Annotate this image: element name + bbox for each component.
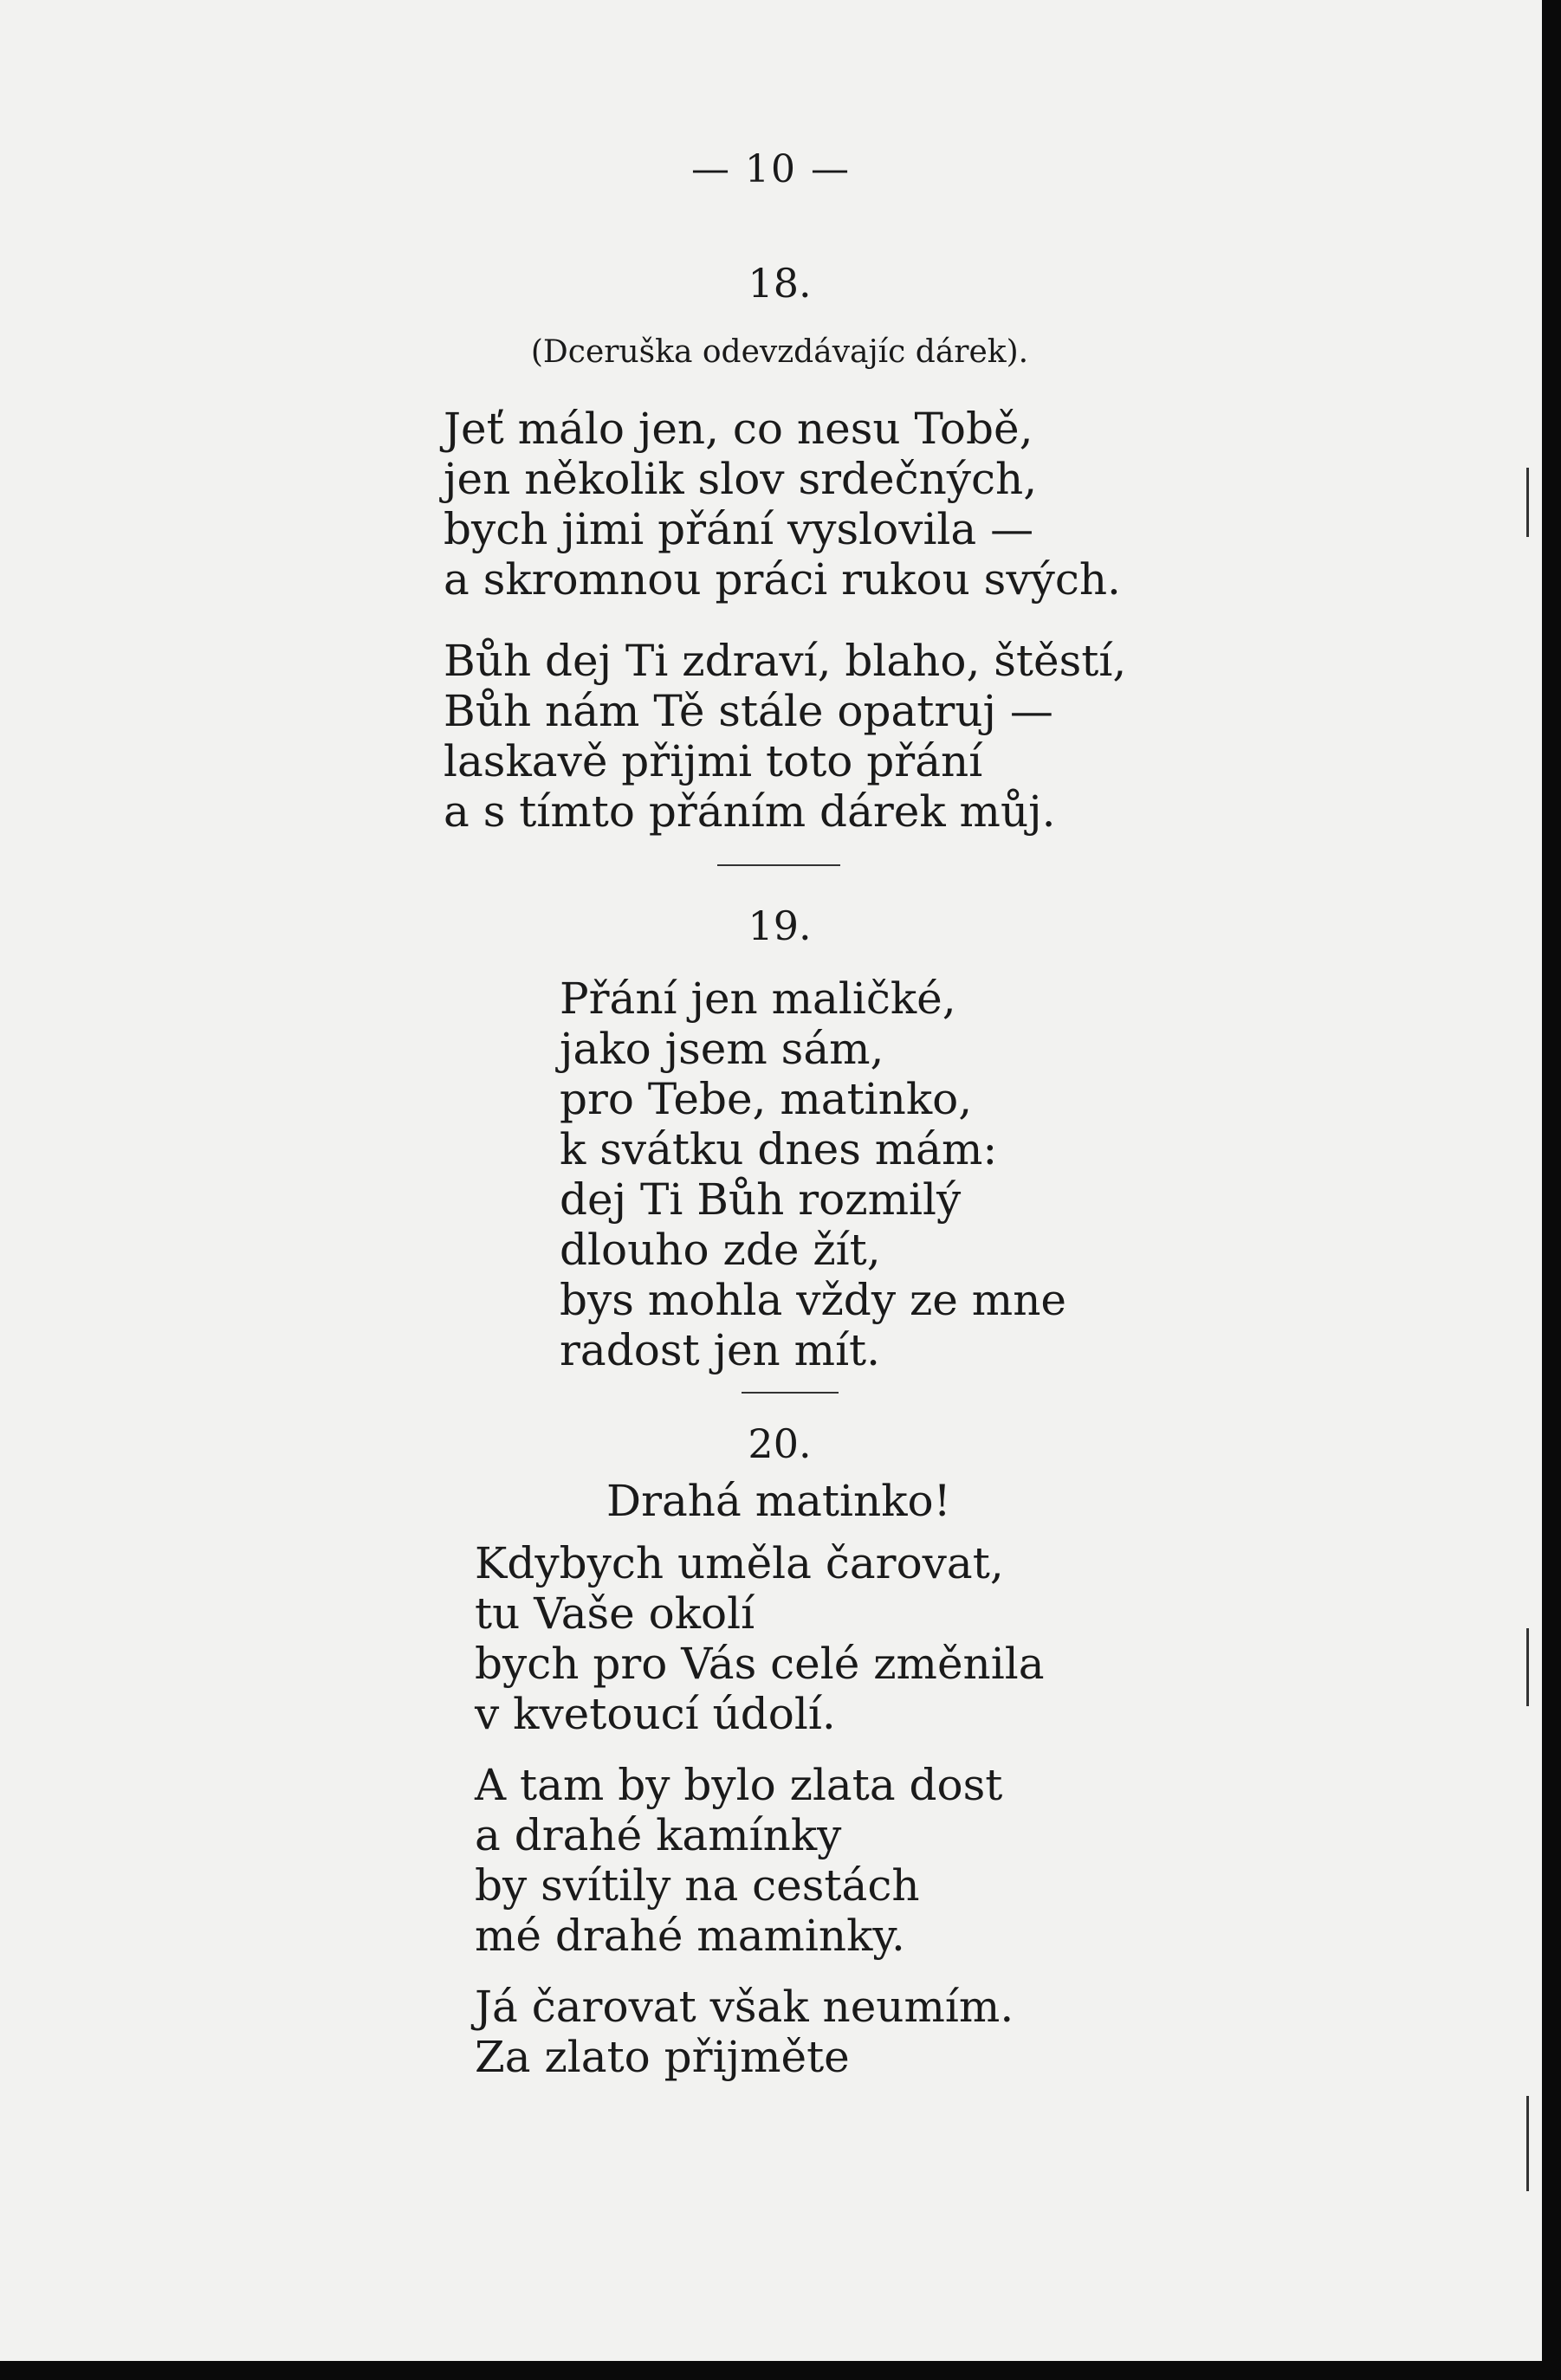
verse-line: Za zlato přijměte — [475, 2032, 850, 2082]
poem-20-number: 20. — [748, 1420, 812, 1467]
verse-line: mé drahé maminky. — [475, 1911, 905, 1961]
verse-line: a skromnou práci rukou svých. — [444, 554, 1121, 605]
verse-line: bys mohla vždy ze mne — [560, 1275, 1066, 1325]
poem-20-stanza-3 — [475, 1982, 1014, 2082]
verse-line: A tam by bylo zlata dost — [475, 1760, 1003, 1810]
verse-line: Bůh nám Tě stále opatruj — — [444, 686, 1053, 736]
poem-18-stanza-2 — [444, 636, 1126, 837]
binding-mark — [1526, 468, 1529, 537]
verse-line: tu Vaše okolí — [475, 1588, 755, 1639]
verse-line: v kvetoucí údolí. — [475, 1689, 836, 1739]
poem-18-number: 18. — [748, 260, 812, 307]
poem-19-stanza — [560, 973, 1066, 1375]
verse-line: k svátku dnes mám: — [560, 1124, 998, 1174]
poem-19-number: 19. — [748, 902, 812, 949]
verse-line: a drahé kamínky — [475, 1810, 842, 1860]
verse-line: bych pro Vás celé změnila — [475, 1639, 1045, 1689]
verse-line: jen několik slov srdečných, — [444, 454, 1038, 504]
section-divider — [742, 1392, 839, 1394]
page-number: — 10 — — [691, 147, 851, 191]
verse-line: Já čarovat však neumím. — [475, 1982, 1014, 2032]
scan-border-right — [1542, 0, 1561, 2380]
poem-18-caption: (Dceruška odevzdávajíc dárek). — [530, 334, 1029, 370]
poem-20-greeting: Drahá matinko! — [606, 1476, 951, 1526]
scan-border-bottom — [0, 2361, 1561, 2380]
verse-line: radost jen mít. — [560, 1325, 881, 1375]
verse-line: jako jsem sám, — [560, 1024, 884, 1074]
poem-18-stanza-1 — [444, 404, 1121, 605]
verse-line: dej Ti Bůh rozmilý — [560, 1174, 962, 1225]
binding-mark — [1526, 1628, 1529, 1706]
verse-line: Kdybych uměla čarovat, — [475, 1538, 1004, 1588]
verse-line: a s tímto přáním dárek můj. — [444, 786, 1056, 837]
verse-line: Bůh dej Ti zdraví, blaho, štěstí, — [444, 636, 1127, 686]
section-divider — [717, 864, 840, 866]
verse-line: bych jimi přání vyslovila — — [444, 504, 1034, 554]
poem-20-stanza-2 — [475, 1760, 1002, 1961]
poem-20-stanza-1 — [475, 1538, 1045, 1739]
binding-mark — [1526, 2096, 1529, 2191]
verse-line: dlouho zde žít, — [560, 1225, 881, 1275]
verse-line: pro Tebe, matinko, — [560, 1074, 973, 1124]
verse-line: Jeť málo jen, co nesu Tobě, — [444, 404, 1033, 454]
verse-line: Přání jen maličké, — [560, 973, 956, 1024]
verse-line: by svítily na cestách — [475, 1860, 920, 1911]
verse-line: laskavě přijmi toto přání — [444, 736, 983, 786]
